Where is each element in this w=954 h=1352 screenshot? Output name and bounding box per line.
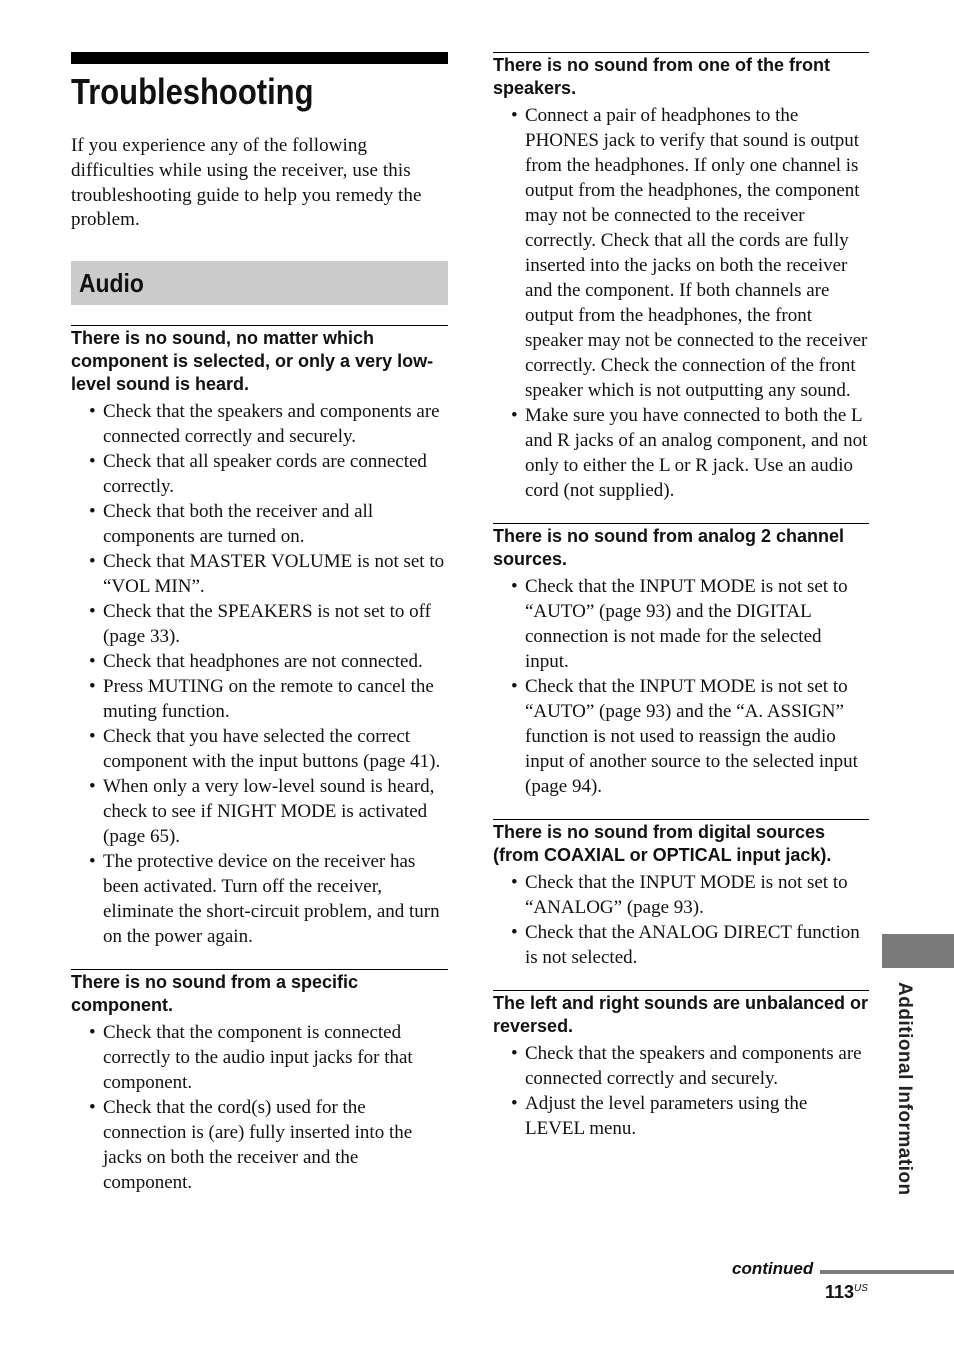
right-subsections xyxy=(493,52,869,1141)
list-item xyxy=(71,449,448,499)
subsection xyxy=(493,52,869,503)
list-item xyxy=(71,599,448,649)
list-item-text: Adjust the level parameters using the LEVEL menu. xyxy=(525,1093,808,1139)
bullet-icon: • xyxy=(89,776,96,798)
list-item xyxy=(71,549,448,599)
bullet-icon: • xyxy=(511,576,518,597)
subsection xyxy=(493,523,869,799)
list-item-text: Check that you have selected the correct component with the input buttons (page 41). xyxy=(103,726,441,773)
list-item xyxy=(71,774,448,849)
bullet-icon: • xyxy=(89,726,96,748)
list-item xyxy=(493,574,869,674)
subsection xyxy=(71,325,448,949)
bullet-icon: • xyxy=(89,451,96,473)
section-title: Audio xyxy=(79,267,144,298)
bullet-icon: • xyxy=(511,405,518,426)
bullet-list xyxy=(493,1041,869,1141)
bullet-list xyxy=(493,574,869,799)
list-item-text: Check that the component is connected correctly to the audio input jacks for that component. xyxy=(103,1022,413,1094)
subsection xyxy=(493,819,869,970)
bullet-list xyxy=(493,870,869,970)
list-item-text: Check that the INPUT MODE is not set to “AUTO” (page 93) and the “A. ASSIGN” function is not used to reassign the audio input of another source to the selected input (page 94). xyxy=(525,676,858,797)
list-item-text: Check that the SPEAKERS is not set to off (page 33). xyxy=(103,601,431,648)
continued-label: continued xyxy=(732,1259,814,1278)
subsection-heading: The left and right sounds are unbalanced or reversed. xyxy=(493,993,869,1036)
subsection xyxy=(71,969,448,1195)
subsection-heading: There is no sound from digital sources (from COAXIAL or OPTICAL input jack). xyxy=(493,822,832,865)
bullet-icon: • xyxy=(511,676,518,697)
page-number-value: 113 xyxy=(825,1282,855,1302)
bullet-list xyxy=(493,103,869,503)
bullet-icon: • xyxy=(511,105,518,126)
bullet-icon: • xyxy=(89,851,96,873)
bullet-icon: • xyxy=(89,551,96,573)
left-subsections xyxy=(71,325,448,1195)
list-item-text: Check that the speakers and components are connected correctly and securely. xyxy=(525,1043,862,1089)
sidebar-label: Additional Information xyxy=(894,982,915,1196)
list-item-text: Check that the cord(s) used for the connection is (are) fully inserted into the jacks on both the receiver and the component. xyxy=(103,1097,413,1194)
list-item xyxy=(493,920,869,970)
section-header-audio xyxy=(71,261,448,305)
list-item-text: Check that MASTER VOLUME is not set to “VOL MIN”. xyxy=(103,551,445,598)
subsection-heading: There is no sound, no matter which component is selected, or only a very low-level sound is heard. xyxy=(71,328,434,395)
right-column xyxy=(493,52,869,1141)
list-item xyxy=(71,399,448,449)
list-item-text: Press MUTING on the remote to cancel the muting function. xyxy=(103,676,434,723)
subsection-heading: There is no sound from analog 2 channel sources. xyxy=(493,526,845,569)
list-item-text: Check that both the receiver and all components are turned on. xyxy=(103,501,374,548)
bullet-icon: • xyxy=(511,872,518,893)
list-item-text: When only a very low-level sound is heard, check to see if NIGHT MODE is activated (page 65). xyxy=(103,776,435,848)
left-column xyxy=(71,52,448,1195)
intro-paragraph: If you experience any of the following difficulties while using the receiver, use this troubleshooting guide to help you remedy the problem. xyxy=(71,135,422,231)
continued-rule xyxy=(820,1270,954,1274)
bullet-icon: • xyxy=(89,601,96,623)
bullet-icon: • xyxy=(89,676,96,698)
bullet-list xyxy=(71,1020,448,1195)
list-item xyxy=(71,499,448,549)
bullet-icon: • xyxy=(511,1043,518,1064)
bullet-icon: • xyxy=(89,1022,96,1044)
list-item-text: Check that the INPUT MODE is not set to “ANALOG” (page 93). xyxy=(525,872,848,918)
list-item-text: Connect a pair of headphones to the PHONES jack to verify that sound is output from the headphones. If only one channel is output from the headphones, the component may not be connected to the receiver correctly. Check that all the cords are fully inserted into the jacks on both the receiver and the component. If both channels are output from the headphones, the front speaker may not be connected to the receiver correctly. Check the connection of the front speaker which is not outputting any sound. xyxy=(525,105,868,401)
bullet-icon: • xyxy=(89,501,96,523)
list-item-text: Check that the INPUT MODE is not set to “AUTO” (page 93) and the DIGITAL connection is not made for the selected input. xyxy=(525,576,848,672)
subsection-heading: There is no sound from a specific component. xyxy=(71,972,359,1016)
list-item xyxy=(71,1020,448,1095)
list-item-text: Check that the speakers and components are connected correctly and securely. xyxy=(103,401,440,448)
list-item xyxy=(493,403,869,503)
list-item xyxy=(71,1095,448,1195)
list-item-text: Check that the ANALOG DIRECT function is not selected. xyxy=(525,922,860,968)
subsection-heading: There is no sound from one of the front speakers. xyxy=(493,55,830,98)
list-item xyxy=(493,103,869,403)
list-item-text: Make sure you have connected to both the L and R jacks of an analog component, and not only to either the L or R jack. Use an audio cord (not supplied). xyxy=(525,405,868,501)
list-item xyxy=(493,1041,869,1091)
bullet-icon: • xyxy=(89,1097,96,1119)
list-item xyxy=(493,674,869,799)
subsection xyxy=(493,990,869,1141)
page-title: Troubleshooting xyxy=(71,71,314,112)
bullet-icon: • xyxy=(89,651,96,673)
list-item xyxy=(71,649,448,674)
list-item xyxy=(71,849,448,949)
bullet-icon: • xyxy=(511,1093,518,1114)
list-item xyxy=(71,724,448,774)
list-item-text: Check that headphones are not connected. xyxy=(103,651,423,673)
list-item-text: The protective device on the receiver has been activated. Turn off the receiver, eliminate the short-circuit problem, and turn on the power again. xyxy=(103,851,440,948)
page-number xyxy=(825,1282,868,1303)
bullet-list xyxy=(71,399,448,949)
bullet-icon: • xyxy=(89,401,96,423)
title-rule xyxy=(71,52,448,64)
page-number-suffix: US xyxy=(854,1283,868,1294)
section-tab-marker xyxy=(882,934,954,968)
list-item xyxy=(493,1091,869,1141)
list-item xyxy=(493,870,869,920)
list-item xyxy=(71,674,448,724)
bullet-icon: • xyxy=(511,922,518,943)
list-item-text: Check that all speaker cords are connected correctly. xyxy=(103,451,427,498)
